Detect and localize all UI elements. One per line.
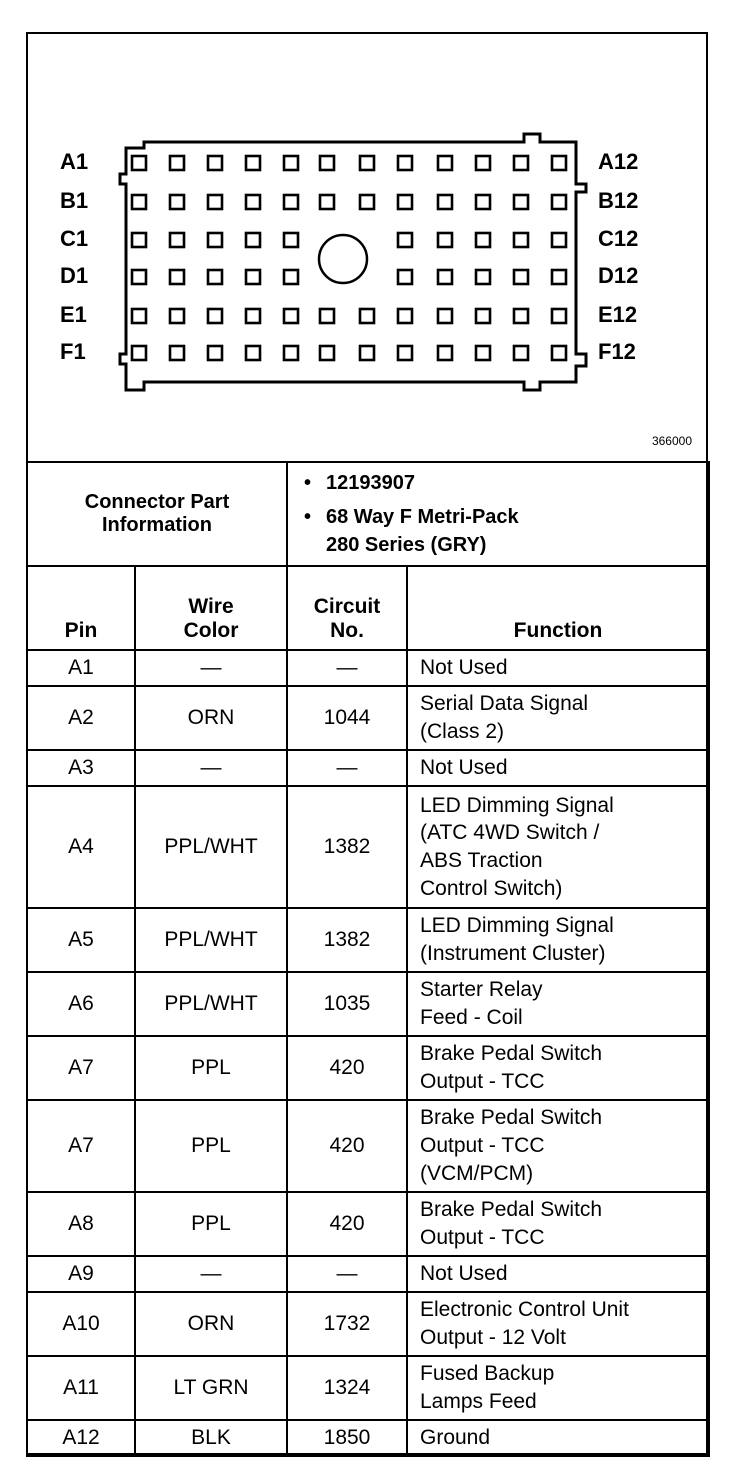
wire-color-cell: PPL <box>135 1192 287 1256</box>
function-line: Serial Data Signal <box>420 692 589 716</box>
wire-color-header <box>135 566 287 650</box>
pin-cell: A9 <box>27 1256 135 1292</box>
pin-cell: A2 <box>27 686 135 750</box>
wire-color-cell: ORN <box>135 686 287 750</box>
pin-cavity <box>438 195 452 209</box>
function-line: Lamps Feed <box>420 1390 537 1413</box>
pin-cavity <box>284 309 298 323</box>
header-line: No. <box>330 619 364 642</box>
pin-cavity <box>552 195 566 209</box>
pin-cavity <box>208 309 222 323</box>
circuit-cell: — <box>287 1256 407 1292</box>
circuit-cell: 1324 <box>287 1356 407 1420</box>
circuit-cell: 1850 <box>287 1420 407 1456</box>
pin-cell: A7 <box>27 1100 135 1192</box>
pin-cavity <box>320 309 334 323</box>
function-line: ABS Traction <box>420 849 543 872</box>
row-label-right: F12 <box>598 339 636 364</box>
header-line: Color <box>183 619 239 642</box>
label-line: Information <box>102 514 212 536</box>
pin-cavity <box>514 309 528 323</box>
row-label-right: E12 <box>598 302 638 327</box>
key-circle <box>319 235 367 283</box>
function-line: (ATC 4WD Switch / <box>420 821 600 845</box>
pin-cavity <box>170 309 184 323</box>
pin-cavity <box>398 270 412 284</box>
part-number: 12193907 <box>326 472 415 494</box>
pin-cavity <box>476 270 490 284</box>
pin-cavity <box>514 270 528 284</box>
pin-cavity <box>320 346 334 360</box>
wire-color-cell: PPL <box>135 1036 287 1100</box>
function-line: Ground <box>420 1426 491 1450</box>
connector-info-label <box>27 462 287 566</box>
description-line: 280 Series (GRY) <box>326 534 487 556</box>
pin-cavity <box>552 346 566 360</box>
pin-cavity <box>514 233 528 247</box>
pin-cavity <box>246 195 260 209</box>
row-label-left: F1 <box>60 339 86 364</box>
function-cell <box>407 650 709 686</box>
wire-color-cell: PPL <box>135 1100 287 1192</box>
pin-cavity <box>284 346 298 360</box>
pin-cavity <box>438 233 452 247</box>
circuit-cell: 1044 <box>287 686 407 750</box>
pin-cavity <box>246 233 260 247</box>
pin-cavity <box>552 233 566 247</box>
header-line: Circuit <box>313 595 381 618</box>
pin-rows <box>27 650 709 1456</box>
pin-cell: A10 <box>27 1292 135 1356</box>
function-cell <box>407 972 709 1036</box>
row-label-left: C1 <box>60 226 89 251</box>
pin-cavity <box>438 309 452 323</box>
row-label-left: A1 <box>60 149 89 174</box>
row-label-right: B12 <box>598 188 639 213</box>
table-row <box>27 908 709 972</box>
function-cell <box>407 786 709 908</box>
pin-cavity <box>170 195 184 209</box>
function-line: Brake Pedal Switch <box>420 1106 603 1130</box>
pin-cavity <box>438 156 452 170</box>
pin-cavity <box>360 195 374 209</box>
table-row <box>27 786 709 908</box>
pin-cavity <box>284 233 298 247</box>
pin-cavity <box>320 156 334 170</box>
pin-cavity <box>208 233 222 247</box>
pin-cavity <box>438 346 452 360</box>
connector-sheet <box>26 32 708 1455</box>
function-cell <box>407 908 709 972</box>
function-line: Output - TCC <box>420 1070 545 1093</box>
function-line: Not Used <box>420 756 508 780</box>
pin-cell: A3 <box>27 750 135 786</box>
pin-cavity <box>132 270 146 284</box>
table-row <box>27 1036 709 1100</box>
table-row <box>27 1100 709 1192</box>
function-line: Electronic Control Unit <box>420 1298 629 1322</box>
circuit-cell: 1732 <box>287 1292 407 1356</box>
pin-cavity <box>476 346 490 360</box>
function-line: (Instrument Cluster) <box>420 942 606 965</box>
pin-cavity <box>170 270 184 284</box>
pin-cavity <box>208 195 222 209</box>
connector-diagram <box>28 34 706 462</box>
table-row <box>27 1192 709 1256</box>
pin-cell: A4 <box>27 786 135 908</box>
table-row <box>27 686 709 750</box>
pin-cavity <box>476 156 490 170</box>
pinout-table <box>26 461 710 1457</box>
row-label-left: E1 <box>60 302 87 327</box>
pin-cavity <box>476 309 490 323</box>
function-cell <box>407 1100 709 1192</box>
part-number-item <box>304 469 708 497</box>
pin-cavity <box>284 195 298 209</box>
circuit-cell: — <box>287 650 407 686</box>
connector-info-details <box>287 462 709 566</box>
wire-color-cell: — <box>135 1256 287 1292</box>
wire-color-cell: PPL/WHT <box>135 972 287 1036</box>
pin-cell: A8 <box>27 1192 135 1256</box>
pin-cavity <box>476 195 490 209</box>
pin-cell: A11 <box>27 1356 135 1420</box>
function-cell <box>407 1292 709 1356</box>
table-row <box>27 972 709 1036</box>
function-line: Not Used <box>420 1262 508 1286</box>
pin-cavity <box>208 270 222 284</box>
table-row <box>27 1256 709 1292</box>
pin-cavity <box>360 156 374 170</box>
function-line: Brake Pedal Switch <box>420 1042 603 1066</box>
circuit-cell: 420 <box>287 1036 407 1100</box>
pin-cavity <box>398 156 412 170</box>
bullet: • <box>304 472 312 494</box>
pin-cavity <box>398 233 412 247</box>
function-cell <box>407 1256 709 1292</box>
circuit-cell: 1382 <box>287 908 407 972</box>
pin-cell: A5 <box>27 908 135 972</box>
table-row <box>27 650 709 686</box>
pin-cavity <box>360 309 374 323</box>
wire-color-cell: BLK <box>135 1420 287 1456</box>
pin-cell: A6 <box>27 972 135 1036</box>
pin-cavity <box>246 346 260 360</box>
pin-header: Pin <box>27 566 135 650</box>
pin-cavity <box>132 156 146 170</box>
wire-color-cell: — <box>135 650 287 686</box>
function-cell <box>407 1192 709 1256</box>
pin-cavity <box>552 270 566 284</box>
pin-cavity <box>208 346 222 360</box>
function-line: Starter Relay <box>420 978 543 1002</box>
header-line: Wire <box>188 595 234 618</box>
function-cell <box>407 1420 709 1456</box>
connector-info-row <box>27 462 709 566</box>
pin-cavity <box>246 309 260 323</box>
circuit-cell: — <box>287 750 407 786</box>
pin-cavity <box>132 346 146 360</box>
function-line: Output - 12 Volt <box>420 1326 566 1349</box>
function-line: Control Switch) <box>420 876 563 900</box>
function-line: Brake Pedal Switch <box>420 1198 603 1222</box>
pin-cavity <box>170 233 184 247</box>
connector-face-drawing <box>28 34 706 462</box>
table-row <box>27 750 709 786</box>
pin-cavity <box>284 270 298 284</box>
pin-cavity <box>320 195 334 209</box>
pin-cell: A12 <box>27 1420 135 1456</box>
function-cell <box>407 1356 709 1420</box>
description-line: 68 Way F Metri-Pack <box>326 506 519 528</box>
wire-color-cell: ORN <box>135 1292 287 1356</box>
pin-cavity <box>208 156 222 170</box>
function-line: Output - TCC <box>420 1226 545 1249</box>
pin-cavity <box>552 156 566 170</box>
function-line: Feed - Coil <box>420 1006 523 1029</box>
row-label-right: C12 <box>598 226 639 251</box>
function-line: (VCM/PCM) <box>420 1161 534 1185</box>
pin-cavity <box>170 346 184 360</box>
wire-color-cell: PPL/WHT <box>135 786 287 908</box>
pin-cell: A7 <box>27 1036 135 1100</box>
pin-cell: A1 <box>27 650 135 686</box>
function-line: Output - TCC <box>420 1134 545 1158</box>
circuit-cell: 1035 <box>287 972 407 1036</box>
pin-cavity <box>132 233 146 247</box>
pin-cavity <box>476 233 490 247</box>
function-line: (Class 2) <box>420 720 505 743</box>
pin-cavity <box>132 309 146 323</box>
table-row <box>27 1292 709 1356</box>
figure-id: 366000 <box>651 434 692 448</box>
pin-cavity <box>398 195 412 209</box>
function-cell <box>407 686 709 750</box>
function-line: LED Dimming Signal <box>420 914 614 938</box>
pin-cavity <box>284 156 298 170</box>
label-line: Connector Part <box>84 491 230 513</box>
table-row <box>27 1356 709 1420</box>
circuit-cell: 420 <box>287 1100 407 1192</box>
function-cell <box>407 750 709 786</box>
pin-cavity <box>514 156 528 170</box>
wire-color-cell: — <box>135 750 287 786</box>
wire-color-cell: PPL/WHT <box>135 908 287 972</box>
pin-cavity <box>170 156 184 170</box>
circuit-header <box>287 566 407 650</box>
pin-cavity <box>514 346 528 360</box>
row-label-left: B1 <box>60 188 89 213</box>
bullet: • <box>304 506 312 528</box>
description-item <box>304 503 708 531</box>
circuit-cell: 1382 <box>287 786 407 908</box>
function-line: LED Dimming Signal <box>420 793 614 817</box>
pin-cavity <box>360 346 374 360</box>
function-cell <box>407 1036 709 1100</box>
row-label-right: D12 <box>598 263 639 288</box>
wire-color-cell: LT GRN <box>135 1356 287 1420</box>
row-label-right: A12 <box>598 149 639 174</box>
pin-cavity <box>246 270 260 284</box>
pin-cavity <box>398 346 412 360</box>
pin-cavity <box>552 309 566 323</box>
row-label-left: D1 <box>60 263 89 288</box>
function-line: Not Used <box>420 656 508 680</box>
pin-cavity <box>438 270 452 284</box>
function-header: Function <box>407 566 709 650</box>
header-row <box>27 566 709 650</box>
pin-cavity <box>246 156 260 170</box>
pin-cavity <box>132 195 146 209</box>
table-row <box>27 1420 709 1456</box>
pin-cavity <box>514 195 528 209</box>
function-line: Fused Backup <box>420 1362 555 1386</box>
pin-cavity <box>398 309 412 323</box>
circuit-cell: 420 <box>287 1192 407 1256</box>
